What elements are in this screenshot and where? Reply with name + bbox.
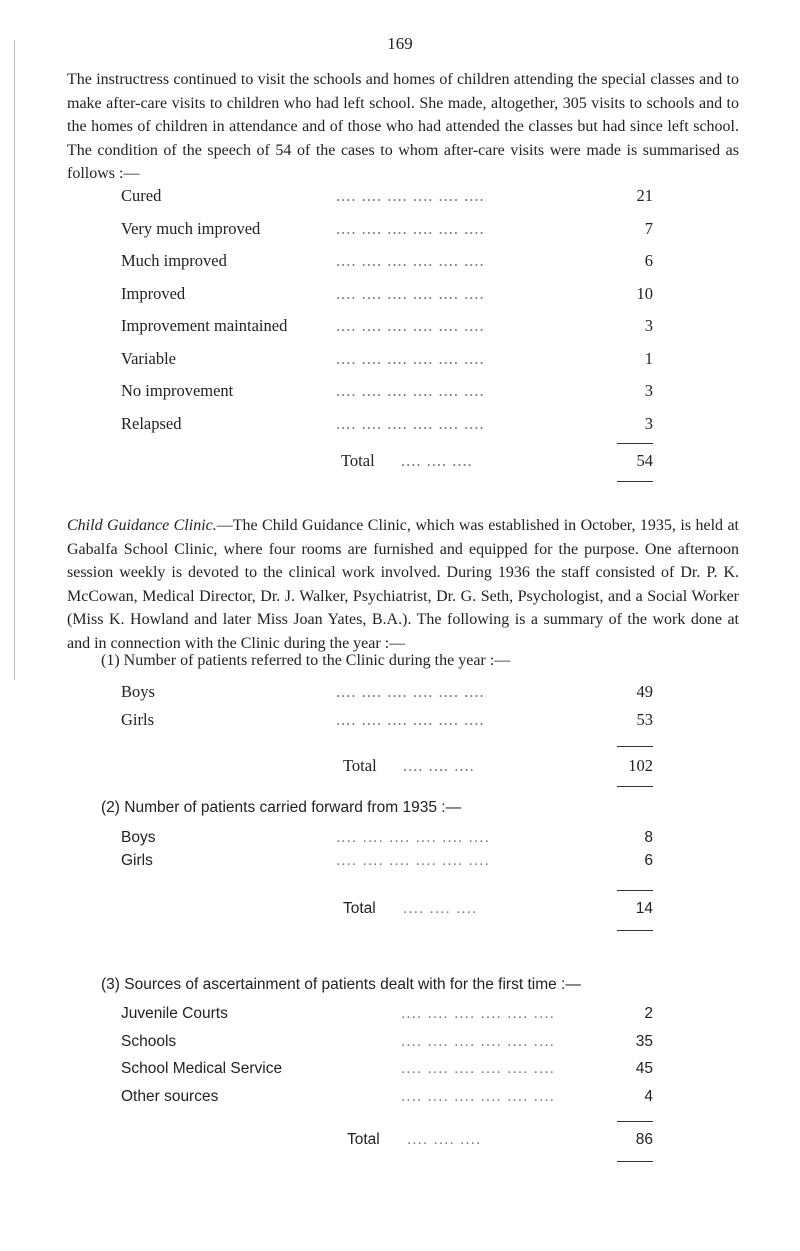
row-value: 45 xyxy=(630,1060,653,1078)
row-value: 6 xyxy=(639,251,653,271)
row-value: 10 xyxy=(631,284,654,304)
row-label: Very much improved xyxy=(121,219,266,239)
table-row xyxy=(121,251,653,273)
paragraph-child-guidance xyxy=(67,514,739,655)
section-heading: (2) Number of patients carried forward from 1935 :— xyxy=(101,799,462,816)
total-rule-top xyxy=(617,1121,653,1122)
total-rule-bottom xyxy=(617,1161,653,1162)
row-value: 8 xyxy=(638,829,653,847)
table-row xyxy=(121,284,653,306)
leader-dots: .... .... .... .... .... .... xyxy=(336,710,485,729)
total-row xyxy=(121,900,653,922)
row-value: 1 xyxy=(639,349,653,369)
total-rule-top xyxy=(617,443,653,444)
table-row xyxy=(121,219,653,241)
total-label: Total xyxy=(343,900,382,918)
leader-dots: .... .... .... .... .... .... xyxy=(336,381,485,400)
total-value: 14 xyxy=(630,900,653,918)
row-value: 3 xyxy=(639,414,653,434)
leader-dots: .... .... .... .... .... .... xyxy=(336,251,485,270)
total-rule-bottom xyxy=(617,481,653,482)
row-value: 2 xyxy=(638,1005,653,1023)
row-value: 3 xyxy=(639,381,653,401)
paragraph-after-care xyxy=(67,68,739,186)
total-value: 86 xyxy=(630,1131,653,1149)
table-row xyxy=(121,349,653,371)
row-label: Variable xyxy=(121,349,182,369)
leader-dots: .... .... .... .... .... .... xyxy=(401,1032,555,1050)
leader-dots: .... .... .... xyxy=(401,451,473,470)
row-value: 49 xyxy=(631,682,654,702)
leader-dots: .... .... .... xyxy=(403,900,478,917)
row-value: 6 xyxy=(638,852,653,870)
table-row xyxy=(121,414,653,436)
leader-dots: .... .... .... .... .... .... xyxy=(336,413,485,433)
leader-dots: .... .... .... .... .... .... xyxy=(336,316,485,335)
row-label: Cured xyxy=(121,186,167,206)
table-row xyxy=(121,316,653,338)
total-label: Total xyxy=(341,451,381,471)
leader-dots: .... .... .... .... .... .... xyxy=(336,218,485,238)
row-value: 4 xyxy=(638,1088,653,1106)
total-label: Total xyxy=(343,756,383,776)
table-row xyxy=(121,829,653,851)
row-label: Boys xyxy=(121,829,161,847)
row-label: School Medical Service xyxy=(121,1060,288,1078)
table-row xyxy=(121,1060,653,1082)
row-value: 35 xyxy=(630,1033,653,1051)
section-heading: (3) Sources of ascertainment of patients dealt with for the first time :— xyxy=(101,976,581,993)
total-row xyxy=(121,756,653,778)
leader-dots: .... .... .... .... .... .... xyxy=(336,682,485,701)
total-value: 102 xyxy=(622,756,653,776)
total-value: 54 xyxy=(631,451,654,471)
page-number: 169 xyxy=(387,34,413,53)
total-rule-bottom xyxy=(617,930,653,931)
row-value: 7 xyxy=(639,219,653,239)
leader-dots: .... .... .... .... .... .... xyxy=(401,1060,555,1077)
table-row xyxy=(121,710,653,732)
total-rule-top xyxy=(617,746,653,747)
leader-dots: .... .... .... xyxy=(407,1131,482,1148)
row-label: Improved xyxy=(121,284,191,304)
paragraph-after-care-text: The instructress continued to visit the schools and homes of children attending the special classes and to make after-care visits to children who had left school. She made, altogether, 305 visits to schools and to the homes of children in attendance and of those who had attended the classes but had since left school. The condition of the speech of 54 of the cases to whom after-care visits were made is summarised as follows :— xyxy=(67,71,739,182)
table-row xyxy=(121,381,653,403)
section-heading: (1) Number of patients referred to the Clinic during the year :— xyxy=(101,652,511,669)
total-row xyxy=(121,1131,653,1153)
total-label: Total xyxy=(347,1131,386,1149)
table-row xyxy=(121,186,653,208)
row-label: Boys xyxy=(121,682,161,702)
row-label: Other sources xyxy=(121,1088,224,1106)
table-row xyxy=(121,852,653,874)
total-rule-top xyxy=(617,890,653,891)
row-label: Improvement maintained xyxy=(121,316,293,336)
table-row xyxy=(121,1005,653,1027)
row-label: Schools xyxy=(121,1033,182,1051)
leader-dots: .... .... .... .... .... .... xyxy=(336,852,490,869)
leader-dots: .... .... .... .... .... .... xyxy=(401,1087,555,1105)
total-rule-bottom xyxy=(617,786,653,787)
table-row xyxy=(121,682,653,704)
row-value: 21 xyxy=(631,186,654,206)
table-row xyxy=(121,1088,653,1110)
leader-dots: .... .... .... .... .... .... xyxy=(401,1005,555,1022)
child-guidance-text: —The Child Guidance Clinic, which was established in October, 1935, is held at Gabalfa School Clinic, where four rooms are furnished and equipped for the purpose. One afternoon session weekly is devoted to the clinical work involved. During 1936 the staff consisted of Dr. P. K. McCowan, Medical Director, Dr. J. Walker, Psychiatrist, Dr. G. Seth, Psychologist, and a Social Worker (Miss K. Howland and later Miss Joan Yates, B.A.). The following is a summary of the work done at and in connection with the Clinic during the year :— xyxy=(67,517,740,652)
row-value: 3 xyxy=(639,316,653,336)
total-row xyxy=(121,451,653,473)
row-value: 53 xyxy=(631,710,654,730)
table-row xyxy=(121,1033,653,1055)
row-label: Juvenile Courts xyxy=(121,1005,234,1023)
scan-margin-line xyxy=(14,40,15,680)
leader-dots: .... .... .... .... .... .... xyxy=(336,348,485,368)
row-label: Girls xyxy=(121,852,159,870)
row-label: Relapsed xyxy=(121,414,187,434)
row-label: Much improved xyxy=(121,251,233,271)
leader-dots: .... .... .... xyxy=(403,756,475,775)
child-guidance-title: Child Guidance Clinic. xyxy=(67,517,217,534)
leader-dots: .... .... .... .... .... .... xyxy=(336,829,490,846)
leader-dots: .... .... .... .... .... .... xyxy=(336,283,485,303)
row-label: No improvement xyxy=(121,381,239,401)
row-label: Girls xyxy=(121,710,160,730)
leader-dots: .... .... .... .... .... .... xyxy=(336,186,485,205)
